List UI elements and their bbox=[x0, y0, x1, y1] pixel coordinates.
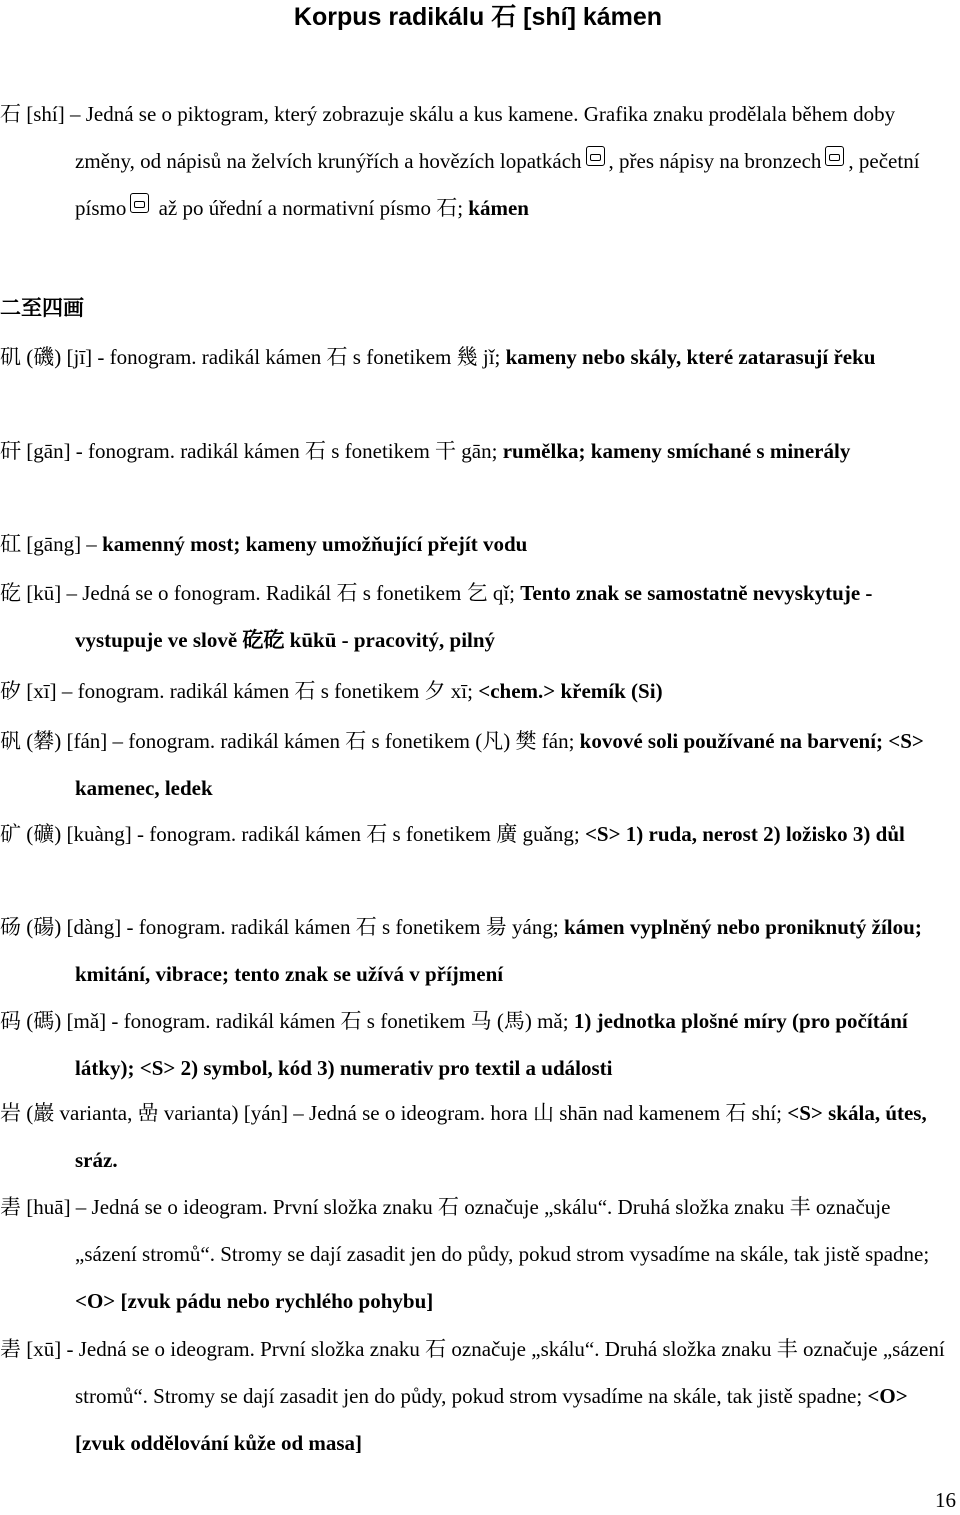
entry-fan bbox=[0, 718, 952, 812]
entry-kuang bbox=[0, 811, 952, 858]
intro-text-c: , pečetní písmo bbox=[75, 148, 920, 220]
entry-meaning: <O> [zvuk pádu nebo rychlého pohybu] bbox=[75, 1288, 434, 1313]
entry-meaning: kameny nebo skály, které zatarasují řeku bbox=[505, 345, 876, 369]
entry-meaning: 1) jednotka plošné míry (pro počítání látky); <S> 2) symbol, kód 3) numerativ pro textil a události bbox=[75, 1009, 908, 1080]
entry-text: 矸 [gān] - fonogram. radikál kámen 石 s fonetikem 干 gān; bbox=[0, 439, 503, 463]
entry-meaning: <S> 1) ruda, nerost 2) ložisko 3) důl bbox=[584, 822, 905, 846]
entry-text: 砉 [xū] - Jedná se o ideogram. První složka znaku 石 označuje „skálu“. Druhá složka znaku 丰 označuje „sázení stromů“. Stromy se dají zasadit jen do půdy, pokud strom vysadíme na skále, tak jistě spadne; bbox=[0, 1337, 945, 1408]
entry-text: 矻 [kū] – Jedná se o fonogram. Radikál 石 s fonetikem 乞 qǐ; bbox=[0, 581, 521, 605]
entry-meaning: kovové soli používané na barvení; <S> kamenec, ledek bbox=[75, 729, 924, 800]
page-number: 16 bbox=[935, 1488, 956, 1512]
oracle-bone-glyph-icon bbox=[586, 146, 605, 166]
intro-meaning: kámen bbox=[468, 195, 529, 220]
intro-paragraph bbox=[0, 91, 952, 232]
seal-glyph-icon bbox=[130, 193, 149, 213]
intro-text-a: 石 [shí] – Jedná se o piktogram, který zobrazuje skálu a kus kamene. Grafika znaku prodělala během doby změny, od nápisů na želvích krunýřích a hovězích lopatkách bbox=[0, 102, 896, 173]
entry-meaning: kamenný most; kameny umožňující přejít vodu bbox=[102, 532, 528, 556]
entry-gang bbox=[0, 521, 952, 568]
entry-meaning: <O> [zvuk oddělování kůže od masa] bbox=[75, 1383, 908, 1455]
entry-meaning: <S> skála, útes, sráz. bbox=[75, 1101, 927, 1172]
entry-text: 岩 (巖 varianta, 嵒 varianta) [yán] – Jedná se o ideogram. hora 山 shān nad kamenem 石 shí; bbox=[0, 1101, 788, 1125]
entry-text: 砉 [huā] – Jedná se o ideogram. První složka znaku 石 označuje „skálu“. Druhá složka znaku 丰 označuje „sázení stromů“. Stromy se dají zasadit jen do půdy, pokud strom vysadíme na skále, tak jistě spadne; bbox=[0, 1195, 930, 1266]
intro-text-b: , přes nápisy na bronzech bbox=[608, 148, 822, 173]
entry-meaning: <chem.> křemík (Si) bbox=[478, 679, 663, 703]
entry-text: 矿 (礦) [kuàng] - fonogram. radikál kámen 石 s fonetikem 廣 guǎng; bbox=[0, 822, 585, 846]
entry-text: 矽 [xī] – fonogram. radikál kámen 石 s fonetikem 夕 xī; bbox=[0, 679, 479, 703]
entry-yan bbox=[0, 1090, 952, 1184]
section-heading: 二至四画 bbox=[0, 296, 84, 320]
entry-xu bbox=[0, 1326, 952, 1467]
entry-meaning: Tento znak se samostatně nevyskytuje - vystupuje ve slově 矻矻 kūkū - pracovitý, pilný bbox=[75, 581, 873, 652]
entry-xi bbox=[0, 668, 952, 715]
entry-text: 矼 [gāng] – bbox=[0, 532, 103, 556]
entry-hua bbox=[0, 1184, 952, 1325]
page-title: Korpus radikálu 石 [shí] kámen bbox=[293, 3, 663, 31]
entry-ma bbox=[0, 998, 952, 1092]
entry-dang bbox=[0, 904, 952, 998]
intro-text-d: až po úřední a normativní písmo 石; bbox=[153, 195, 469, 220]
entry-meaning: rumělka; kameny smíchané s minerály bbox=[502, 439, 851, 463]
entry-text: 矾 (礬) [fán] – fonogram. radikál kámen 石 s fonetikem (凡) 樊 fán; bbox=[0, 729, 580, 753]
entry-text: 码 (碼) [mǎ] - fonogram. radikál kámen 石 s fonetikem 马 (馬) mǎ; bbox=[0, 1009, 574, 1033]
entry-gan bbox=[0, 428, 952, 475]
entry-ku bbox=[0, 570, 952, 664]
entry-ji bbox=[0, 334, 952, 381]
entry-meaning: kámen vyplněný nebo proniknutý žílou; kmitání, vibrace; tento znak se užívá v příjmení bbox=[75, 915, 922, 986]
entry-text: 砀 (碭) [dàng] - fonogram. radikál kámen 石 s fonetikem 昜 yáng; bbox=[0, 915, 564, 939]
bronze-glyph-icon bbox=[825, 146, 844, 166]
entry-text: 矶 (磯) [jī] - fonogram. radikál kámen 石 s fonetikem 幾 jǐ; bbox=[0, 345, 506, 369]
